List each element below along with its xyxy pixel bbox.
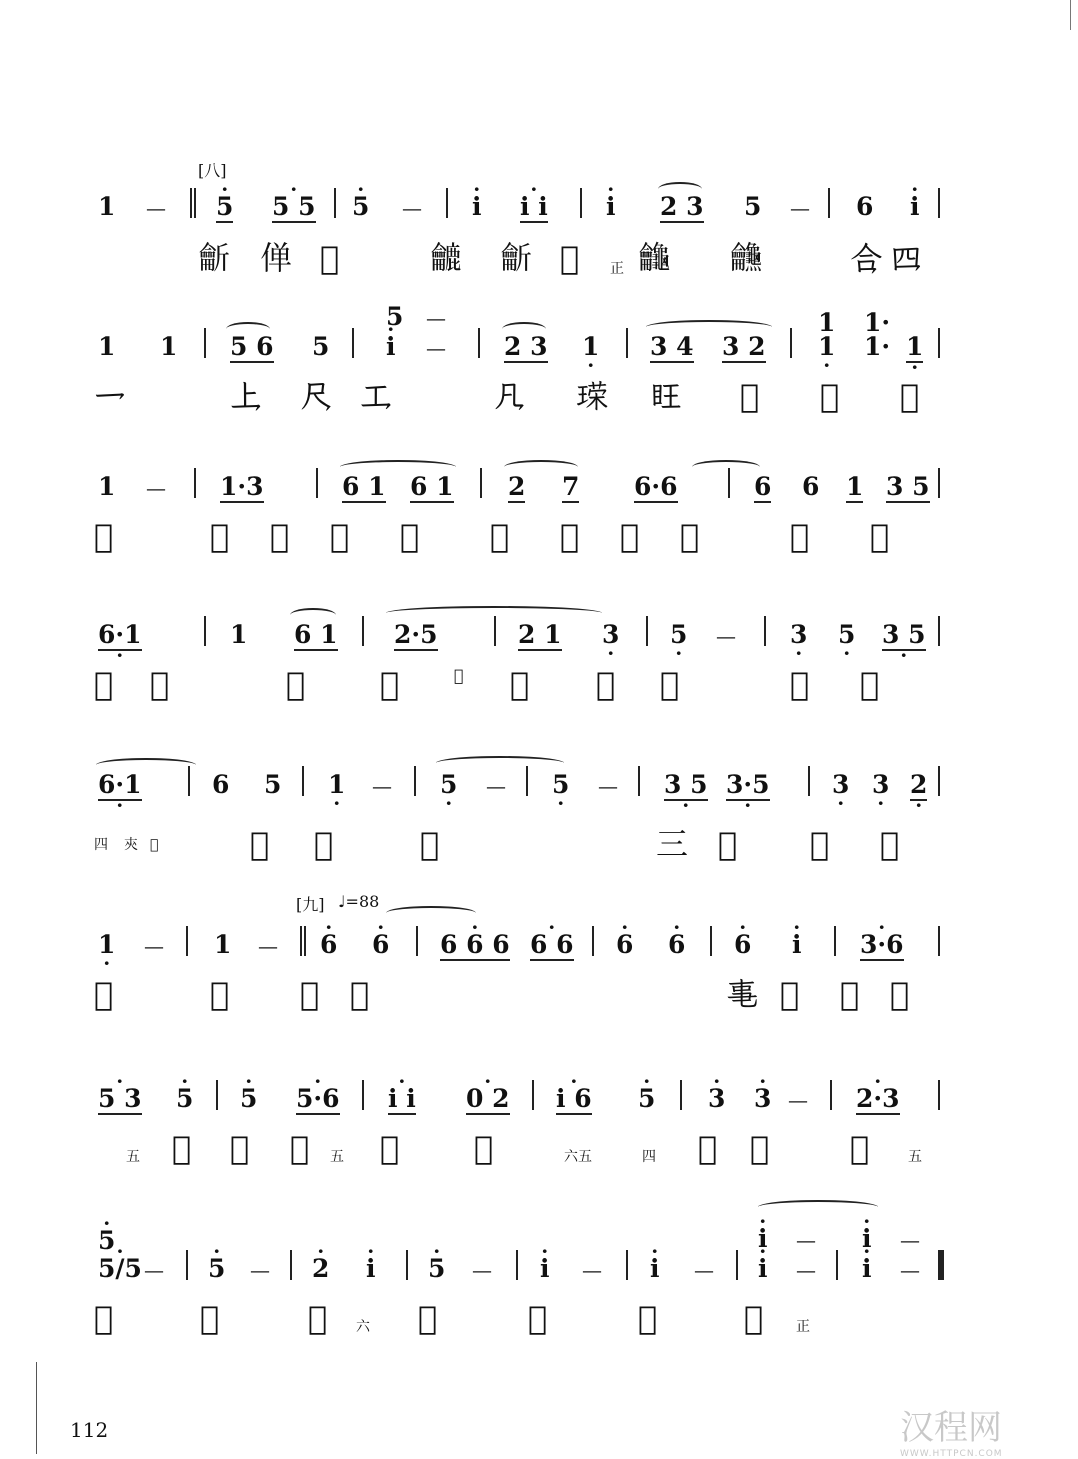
barline [938,328,940,358]
tablature-char: 𪜓 [528,1299,548,1337]
barline [480,468,482,498]
note: 5 [312,332,330,361]
note-dash: — [144,934,164,958]
note: 7 [562,472,580,501]
note: 5 [386,302,404,331]
tablature-char: 𪛞 [576,377,609,415]
barline [352,328,354,358]
note-dash: — [788,1088,808,1112]
note-dash: — [796,1258,816,1282]
tablature-char: 𪜁 [300,975,320,1013]
tablature-char: 𪛥 [270,517,290,555]
section-mark-nine: [九] [296,895,325,914]
barline [204,328,206,358]
note: 1 · [818,334,835,359]
note: · 3·6 [860,932,904,961]
tablature-char: 𪛮 [94,665,114,703]
note-dash: — [402,196,422,220]
watermark-url: WWW.HTTPCN.COM [900,1449,1003,1459]
note: · 0 2 [466,1086,510,1115]
barline [204,616,206,646]
note: · 6 [372,932,389,957]
note: · 5 [352,194,369,219]
tablature-char: 𪜅 [840,975,860,1013]
tablature-char: 四 [642,1149,656,1165]
tablature-char: 𪛚 [230,377,263,415]
barline [808,766,810,796]
tablature-char: 三 [656,825,689,863]
note: · 5 [208,1256,225,1281]
tablature-char: 𪛪 [620,517,640,555]
note: · 6 6 6 [440,932,510,961]
note-dash: — [372,774,392,798]
lyrics-line-2 [90,377,950,426]
tablature-char: 𪜎 [850,1129,870,1167]
barline [938,188,940,218]
note-dash: — [716,624,736,648]
note: 1 · [582,334,599,359]
note-dash: — [250,1258,270,1282]
tablature-char: 𪜄 [780,975,800,1013]
note: · 5 [176,1086,193,1111]
tablature-char: 𪛕 [638,239,671,277]
tablature-char: 𪜏 [94,1299,114,1337]
note: 2 · [910,772,927,801]
tablature-char: 𪜀 [210,975,230,1013]
tablature-char: 𪛽 [810,825,830,863]
barline [938,616,940,646]
lyrics-line-6 [90,975,950,1024]
note-dash: — [790,196,810,220]
tablature-char: 𪜄 [320,239,340,277]
note: · 6 [668,932,685,957]
note: 1 [98,332,116,361]
tablature-char: 𪛗 [850,239,883,277]
note: · i [862,1256,872,1281]
note: 1 [230,620,248,649]
note: · 5 [638,1086,655,1111]
tablature-char: 𪛜 [360,377,393,415]
tablature-char: 四 [94,837,108,853]
tablature-char: 𪛡 [820,377,840,415]
barline [290,1250,292,1280]
note: 2 3 [504,332,548,361]
tablature-char: 𪛛 [300,377,333,415]
barline [626,1250,628,1280]
watermark-logo [900,1400,1003,1459]
note: · 5 5 [272,194,316,223]
tablature-char: 𪛷 [860,665,880,703]
note: 1·3 [220,472,264,501]
barline [188,766,190,796]
lyrics-line-5 [90,825,950,874]
note: · 5 3 [98,1086,142,1115]
tablature-char: 𪛣 [94,517,114,555]
tablature-char: 𪛙 [94,377,127,415]
note: 6 1 [294,620,338,649]
note: · i i [520,194,548,223]
note: 2 [508,472,526,501]
lyrics-line-3 [90,517,950,566]
tablature-char: 五 [908,1149,922,1165]
barline [626,328,628,358]
tablature-char: 𪛭 [870,517,890,555]
lyrics-line-1 [90,239,950,288]
barline [406,1250,408,1280]
barline [938,766,940,796]
tablature-char: 𪜒 [418,1299,438,1337]
note: 3 4 [650,332,694,361]
note: · i [792,932,802,957]
note: 3 5 · [882,622,926,651]
note: 1 [98,192,116,221]
note-dash: — [900,1228,920,1252]
tablature-char: 𪛝 [494,377,527,415]
note: · 6 [320,932,337,957]
note: 2·5 [394,620,438,649]
watermark-text: 汉程网 [900,1408,1002,1448]
tablature-char: 𪛬 [790,517,810,555]
note-dash: — [146,196,166,220]
barline [494,616,496,646]
tablature-char: 𪛺 [314,825,334,863]
barline [710,926,712,956]
tablature-char: 𪛰 [286,665,306,703]
note: · i [862,1226,872,1251]
lyrics-line-8 [90,1299,950,1348]
tablature-char: 𪛧 [400,517,420,555]
barline [186,926,188,956]
tablature-char: 六五 [564,1149,592,1165]
note: 1· [864,308,891,337]
tablature-char: 𪛼 [718,825,738,863]
tablature-char: 𪛦 [330,517,350,555]
tablature-char: 𪛴 [596,665,616,703]
note: 1 [818,308,836,337]
tablature-char: 𪜃 [726,975,759,1013]
note: · 6 6 [530,932,574,961]
note-dash: — [598,774,618,798]
tablature-char: 𪛱 [380,665,400,703]
note: 6·1 · [98,772,142,801]
note: · 5 [98,1228,115,1253]
tablature-char: 𪛫 [680,517,700,555]
barline [728,468,730,498]
tablature-char: 𪜉 [290,1129,310,1167]
note: 6 [856,192,874,221]
note: · 2·3 [856,1086,900,1115]
note-dash: — [486,774,506,798]
tablature-char: 五 [330,1149,344,1165]
barline [414,766,416,796]
note-dash: — [694,1258,714,1282]
margin-rule [36,1362,37,1454]
barline [680,1080,682,1110]
tablature-char: 𪜍 [750,1129,770,1167]
note-dash: — [796,1228,816,1252]
note: · 2 [312,1256,329,1281]
note-dash: — [144,1258,164,1282]
barline [446,188,448,218]
section-mark-eight: [八] [198,161,227,180]
note: · i 6 [556,1086,592,1115]
barline [638,766,640,796]
tablature-char: 正 [796,1319,810,1335]
tablature-char: 𪛻 [420,825,440,863]
note: · 5/5 [98,1256,142,1281]
page-number: 112 [70,1418,109,1442]
tablature-char: 𪜕 [744,1299,764,1337]
barline [938,468,940,498]
tablature-char: 𪛹 [250,825,270,863]
double-barline [300,926,306,956]
barline [580,188,582,218]
tablature-char: 𪛢 [900,377,920,415]
note: 6 [802,472,820,501]
tablature-char: 𪛾 [880,825,900,863]
tablature-char: 𪜂 [350,975,370,1013]
tablature-char: 𪜑 [308,1299,328,1337]
double-barline [190,188,196,218]
barline [334,188,336,218]
tempo-mark: ♩=88 [338,892,380,911]
note: · i [540,1256,550,1281]
note-dash: — [426,306,446,330]
tablature-char: 𪛨 [490,517,510,555]
tablature-char: 𪛘 [890,239,923,277]
note: 6·6 [634,472,678,501]
barline [316,468,318,498]
note: · i [386,334,396,359]
note: · i i [388,1086,416,1115]
note: 6 1 [410,472,454,501]
note: 1 [214,930,232,959]
tablature-char: 𪛓 [430,239,463,277]
barline [186,1250,188,1280]
note: · i [758,1226,768,1251]
note: · i [910,194,920,219]
barline [302,766,304,796]
tablature-char: 𪜐 [200,1299,220,1337]
tablature-char: 𪛯 [150,665,170,703]
tablature-char: 𪜇 [172,1129,192,1167]
tablature-char: 㚒 [124,837,138,853]
barline [592,926,594,956]
lyrics-line-4 [90,665,950,714]
note: 1 · [906,334,923,363]
note: 6 [754,472,772,501]
note: 5 · [838,622,855,647]
note: · i [650,1256,660,1281]
tablature-char: 六 [356,1319,370,1335]
note-dash: — [900,1258,920,1282]
barline [790,328,792,358]
note: 3 2 [722,332,766,361]
tablature-char: 𪛵 [660,665,680,703]
tablature-char: 𪛠 [740,377,760,415]
note-dash: — [426,336,446,360]
tablature-char: 𪜌 [698,1129,718,1167]
note: 5 6 [230,332,274,361]
barline [416,926,418,956]
tablature-char: 𪛊 [500,239,533,277]
tablature-char: 𪛲 [454,666,464,685]
note: · 3 [754,1086,771,1111]
note: 5 · [440,772,457,797]
barline [516,1250,518,1280]
slur [692,460,760,474]
note: 3 5 [886,472,930,501]
note: · 6 [734,932,751,957]
note: 3 · [872,772,889,797]
barline [836,1250,838,1280]
note: 3 · [602,622,619,647]
barline [736,1250,738,1280]
note-dash: — [582,1258,602,1282]
note: 2 1 [518,620,562,649]
note: 5 [264,770,282,799]
barline [216,1080,218,1110]
note: 5 · [552,772,569,797]
tablature-char: 𪛖 [730,239,763,277]
note: 3 5 · [664,772,708,801]
edge-rule [1070,0,1071,30]
barline [938,1080,940,1110]
note: · i [472,194,482,219]
note-dash: — [258,934,278,958]
note-dash: — [472,1258,492,1282]
tablature-char: 正 [610,261,624,277]
note: 1· [864,332,891,361]
barline [938,926,940,956]
note-dash: — [146,476,166,500]
barline [362,616,364,646]
note: 5 [744,192,762,221]
note: 2 3 [660,192,704,221]
note: 1 [98,472,116,501]
barline [478,328,480,358]
tablature-char: 𫢸 [260,239,293,277]
note: 3 · [790,622,807,647]
barline [828,188,830,218]
lyrics-line-7 [90,1129,950,1178]
slur [758,1200,878,1214]
note: 1 · [98,932,115,957]
note: · 5 [240,1086,257,1111]
note: · 5·6 [296,1086,340,1115]
tablature-char: 𪛸 [150,837,159,853]
note: · i [758,1256,768,1281]
barline [834,926,836,956]
tablature-char: 𪛊 [198,239,231,277]
slur [436,756,564,770]
barline [830,1080,832,1110]
tablature-char: 五 [126,1149,140,1165]
note: 6 [212,770,230,799]
final-barline [938,1250,944,1280]
tablature-char: 𪜆 [890,975,910,1013]
tablature-char: 𪛶 [790,665,810,703]
note: · 5 [428,1256,445,1281]
barline [526,766,528,796]
note: 3 · [832,772,849,797]
note: 3·5 · [726,772,770,801]
tablature-char: 𪜈 [230,1129,250,1167]
barline [194,468,196,498]
tablature-char: 𪜔 [638,1299,658,1337]
note: 5 · [670,622,687,647]
tablature-char: 𪛳 [510,665,530,703]
note: 6 1 [342,472,386,501]
note: · i [606,194,616,219]
note: · i [366,1256,376,1281]
note: 1 · [328,772,345,797]
slur [386,906,476,920]
note: 6·1 · [98,622,142,651]
barline [764,616,766,646]
tablature-char: 𪜋 [474,1129,494,1167]
barline [532,1080,534,1110]
note: 1 [160,332,178,361]
note: · 6 [616,932,633,957]
tablature-char: 𪜄 [560,239,580,277]
note: · 5 [216,194,233,223]
note: 1 [846,472,864,501]
tablature-char: 𪛩 [560,517,580,555]
barline [362,1080,364,1110]
barline [646,616,648,646]
tablature-char: 𪛿 [94,975,114,1013]
tablature-char: 𪛤 [210,517,230,555]
tablature-char: 𪛟 [650,377,683,415]
note: · 3 [708,1086,725,1111]
tablature-char: 𪜊 [380,1129,400,1167]
